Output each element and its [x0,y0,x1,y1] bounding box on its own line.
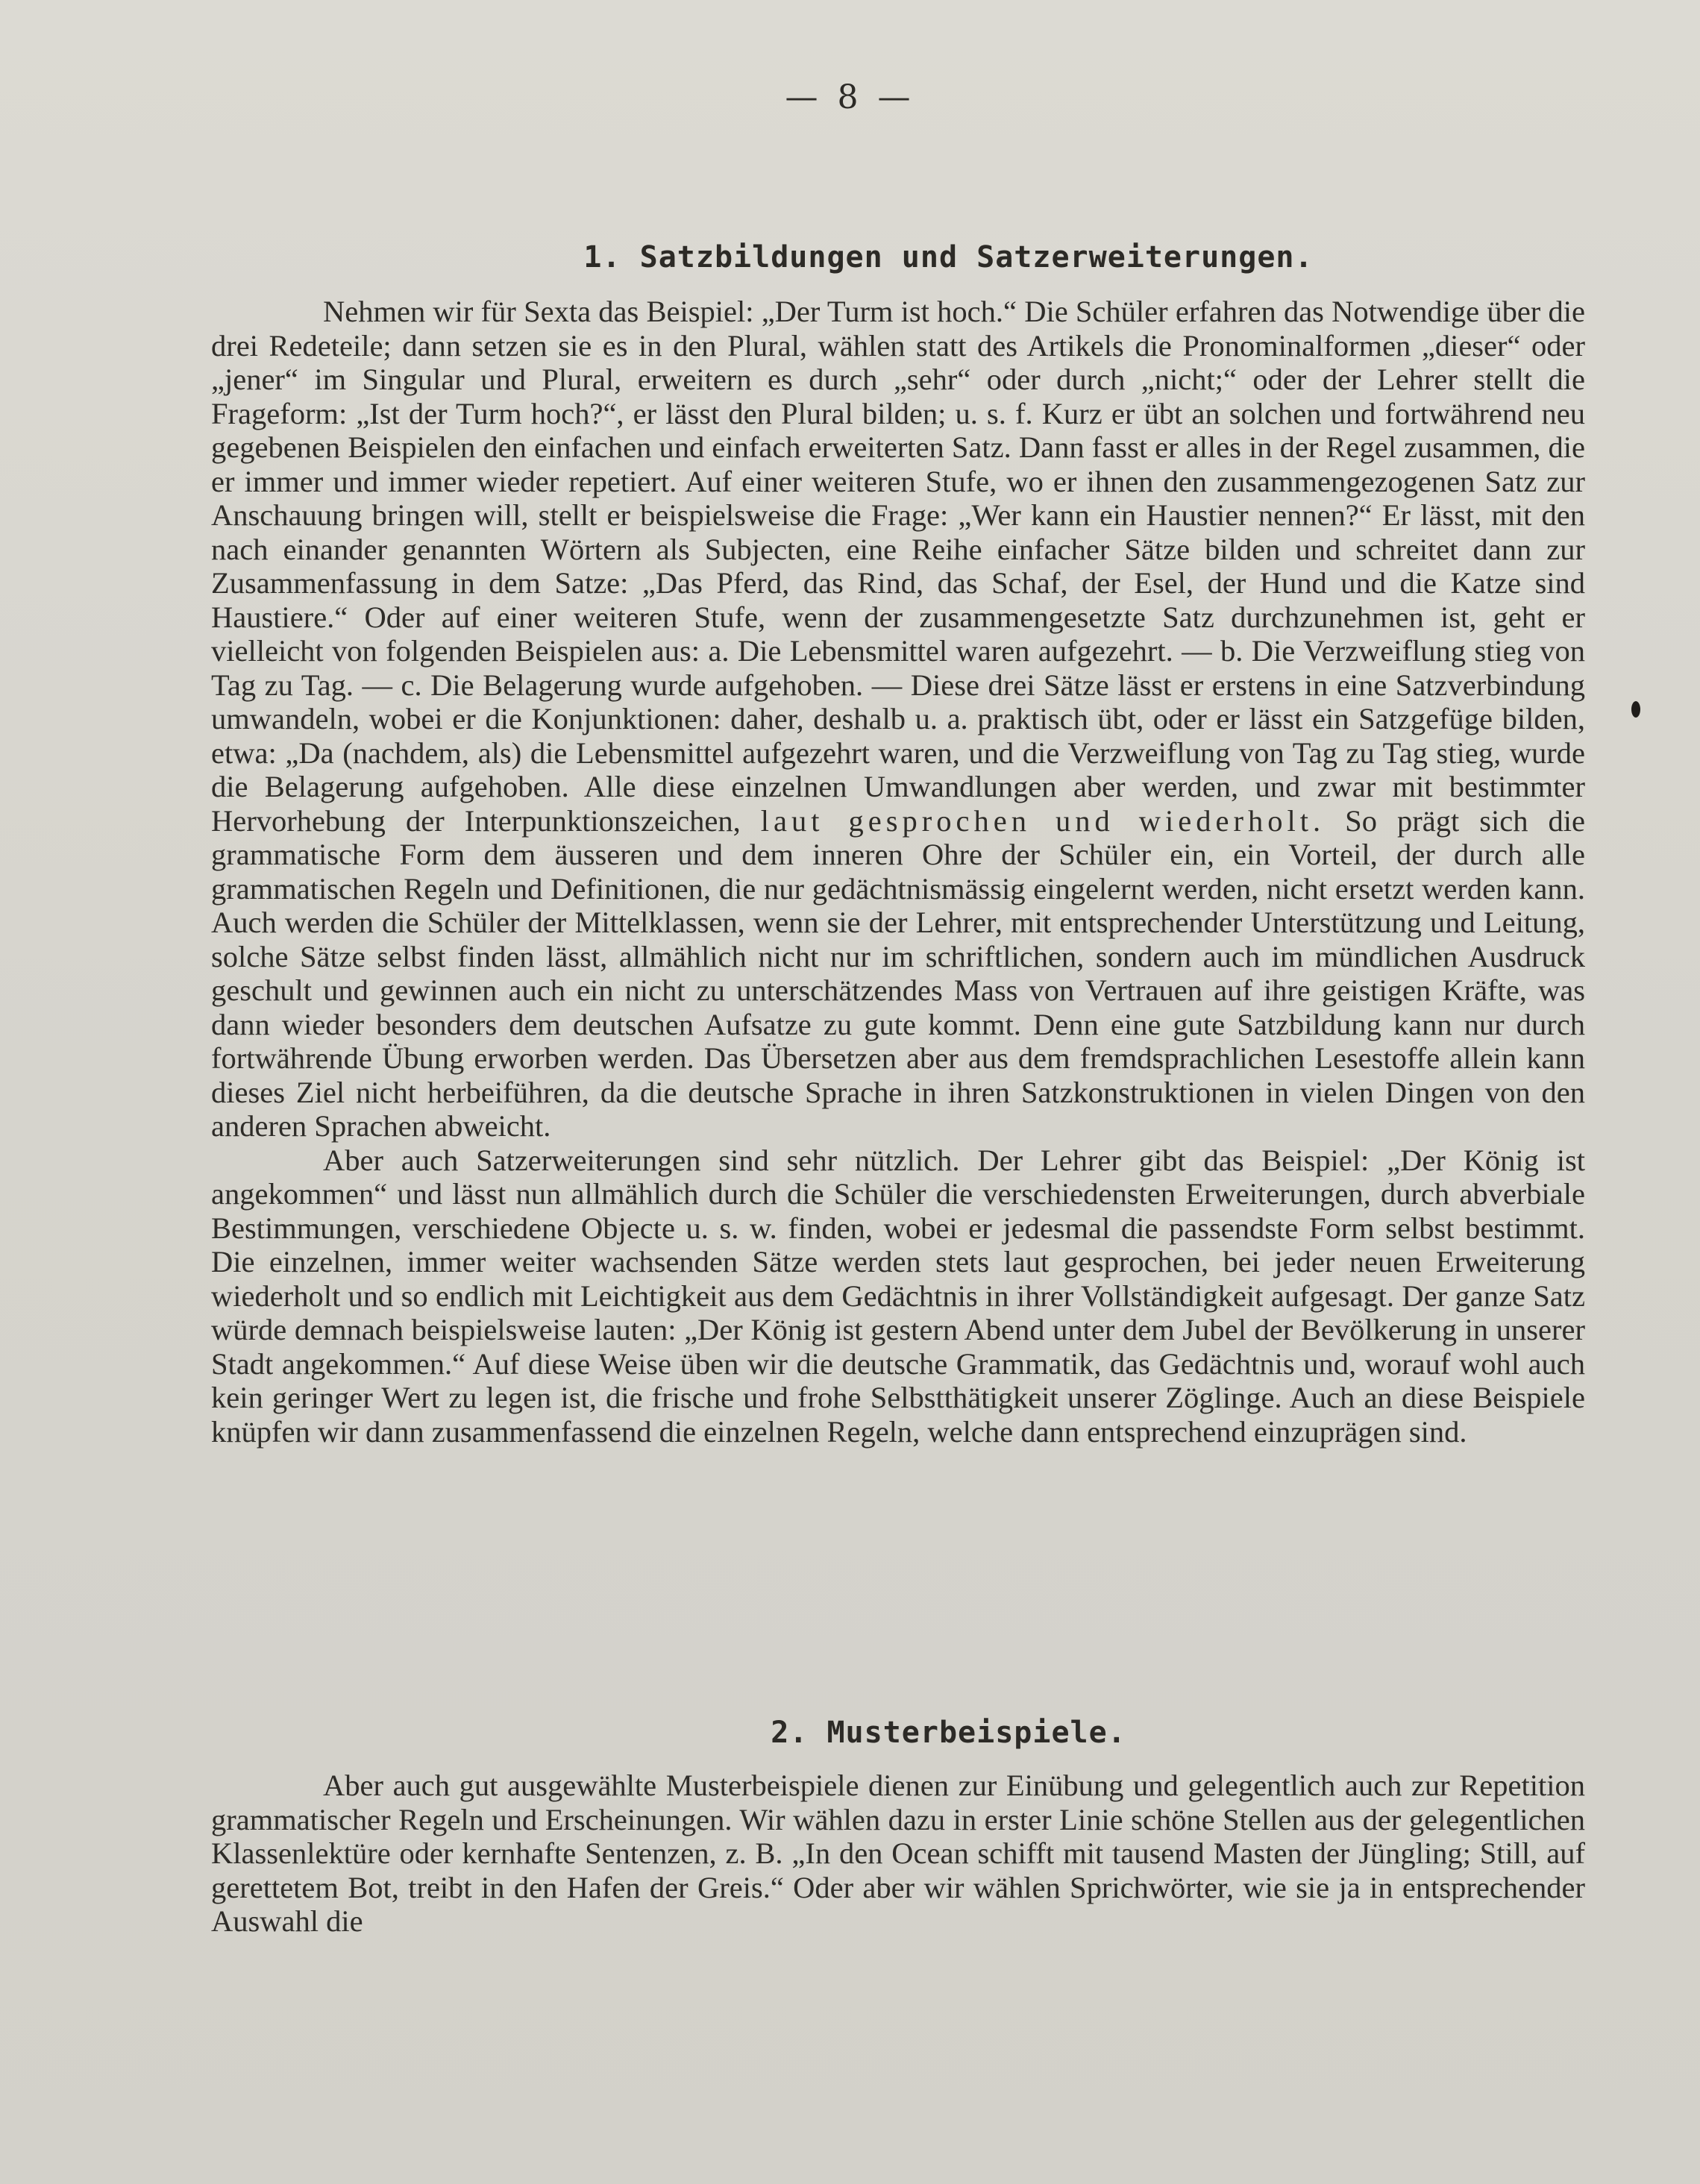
ink-spot [1631,701,1640,718]
paragraph-text: Nehmen wir für Sexta das Beispiel: „Der Turm ist hoch.“ Die Schüler erfahren das Notwendige über die drei Redeteile; dann setzen sie es in den Plural, wählen statt des Artikels die Pronominalformen „dieser“ oder „jener“ im Singular und Plural, erweitern es durch „sehr“ oder durch „nicht;“ oder der Lehrer stellt die Frageform: „Ist der Turm hoch?“, er lässt den Plural bilden; u. s. f. Kurz er übt an solchen und fortwährend neu gegebenen Beispielen den einfachen und einfach erweiterten Satz. Dann fasst er alles in der Regel zusammen, die er immer und immer wieder repetiert. Auf einer weiteren Stufe, wo er ihnen den zusammengezogenen Satz zur Anschauung bringen will, stellt er beispielsweise die Frage: „Wer kann ein Haustier nennen?“ Er lässt, mit den nach einander genannten Wörtern als Subjecten, eine Reihe einfacher Sätze bilden und schreitet dann zur Zusammenfassung in dem Satze: „Das Pferd, das Rind, das Schaf, der Esel, der Hund und die Katze sind Haustiere.“ Oder auf einer weiteren Stufe, wenn der zusammengesetzte Satz durchzunehmen ist, geht er vielleicht von folgenden Beispielen aus: a. Die Lebensmittel waren aufgezehrt. — b. Die Verzweiflung stieg von Tag zu Tag. — c. Die Belagerung wurde aufgehoben. — Diese drei Sätze lässt er erstens in eine Satzverbindung umwandeln, wobei er die Konjunktionen: daher, deshalb u. a. praktisch übt, oder er lässt ein Satzgefüge bilden, etwa: „Da (nachdem, als) die Lebensmittel aufgezehrt waren, und die Verzweiflung von Tag zu Tag stieg, wurde die Belagerung aufgehoben. Alle diese einzelnen Umwandlungen aber werden, und zwar mit bestimmter Hervorhebung der Interpunktionszeichen, [211,295,1585,838]
section-satzbildungen [211,240,1585,1642]
paragraph: Aber auch Satzerweiterungen sind sehr nützlich. Der Lehrer gibt das Beispiel: „Der König ist angekommen“ und lässt nun allmählich durch die Schüler die verschiedensten Erweiterungen, durch abverbiale Bestimmungen, verschiedene Objecte u. s. w. finden, wobei er jedesmal die passendste Form selbst bestimmt. Die einzelnen, immer weiter wachsenden Sätze werden stets laut gesprochen, bei jeder neuen Erweiterung wiederholt und so endlich mit Leichtigkeit aus dem Gedächtnis in ihrer Vollständigkeit aufgesagt. Der ganze Satz würde demnach beispielsweise lauten: „Der König ist gestern Abend unter dem Jubel der Bevölkerung in unserer Stadt angekommen.“ Auf diese Weise üben wir die deutsche Grammatik, das Gedächtnis und, worauf wohl auch kein geringer Wert zu legen ist, die frische und frohe Selbstthätigkeit unserer Zöglinge. Auch an diese Beispiele knüpfen wir dann zusammenfassend die einzelnen Regeln, welche dann entsprechend einzuprägen sind. [211,1143,1585,1449]
paragraph [211,295,1585,1143]
section-title: 1. Satzbildungen und Satzerweiterungen. [583,240,1314,274]
section-musterbeispiele [211,1716,1585,1954]
section-body [211,1769,1585,1939]
paragraph: Aber auch gut ausgewählte Musterbeispiele dienen zur Einübung und gelegentlich auch zur Repetition grammatischer Regeln und Erscheinungen. Wir wählen dazu in erster Linie schöne Stellen aus der gelegentlichen Klassenlektüre oder kernhafte Sentenzen, z. B. „In den Ocean schifft mit tausend Masten der Jüngling; Still, auf gerettetem Bot, treibt in den Hafen der Greis.“ Oder aber wir wählen Sprichwörter, wie sie ja in entsprechender Auswahl die [211,1769,1585,1938]
page-number: — 8 — [785,78,915,116]
paragraph-text: So prägt sich die grammatische Form dem äusseren und dem inneren Ohre der Schüler ein, ein Vorteil, der durch alle grammatischen Regeln und Definitionen, die nur gedächtnismässig eingelernt werden, nicht ersetzt werden kann. Auch werden die Schüler der Mittelklassen, wenn sie der Lehrer, mit entsprechender Unterstützung und Leitung, solche Sätze selbst finden lässt, allmählich nicht nur im schriftlichen, sondern auch im mündlichen Ausdruck geschult und gewinnen auch ein nicht zu unterschätzendes Mass von Vertrauen auf ihre geistigen Kräfte, was dann wieder besonders dem deutschen Aufsatze zu gute kommt. Denn eine gute Satzbildung kann nur durch fortwährende Übung erworben werden. Das Übersetzen aber aus dem fremdsprachlichen Lesestoffe allein kann dieses Ziel nicht herbeiführen, da die deutsche Sprache in ihren Satzkonstruktionen in vielen Dingen von den anderen Sprachen abweicht. [211,803,1585,1143]
emphasized-phrase: laut gesprochen und wiederholt. [760,803,1326,838]
section-body [211,295,1585,1449]
section-title: 2. Musterbeispiele. [771,1716,1126,1750]
